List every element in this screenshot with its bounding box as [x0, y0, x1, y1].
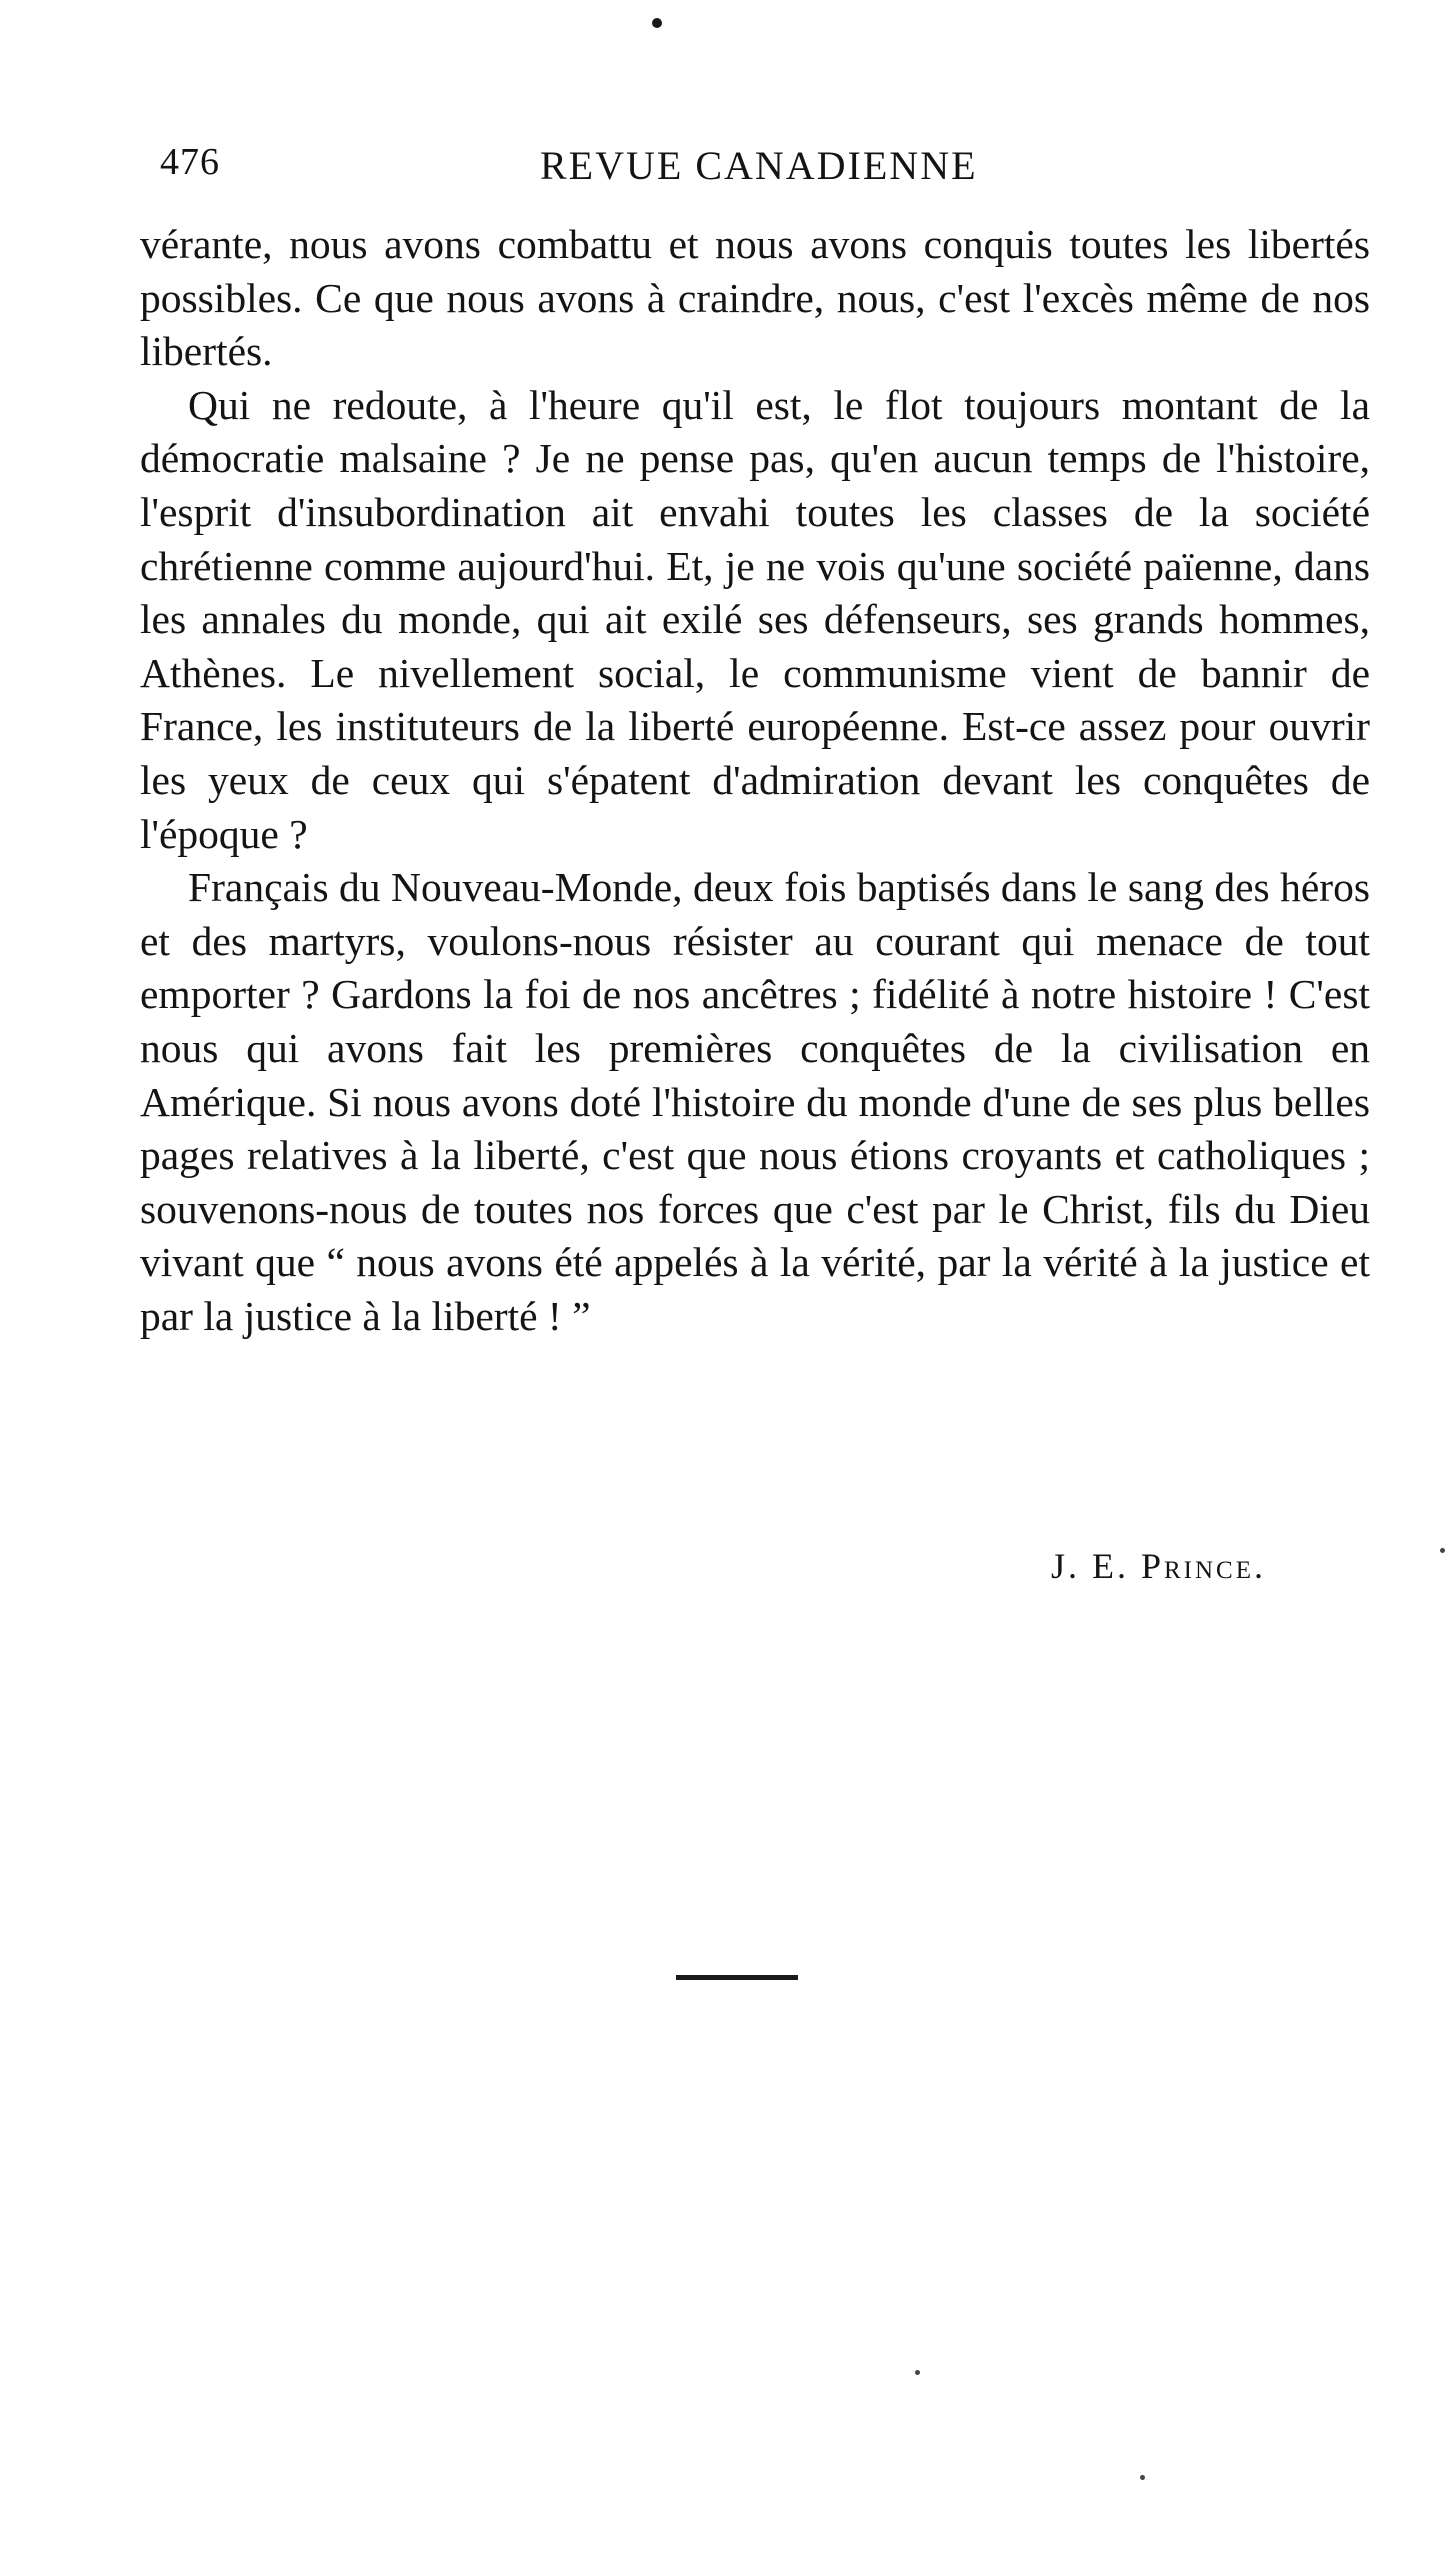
page-number: 476 [160, 141, 220, 183]
section-end-rule [676, 1975, 798, 1980]
paragraph-1: vérante, nous avons combattu et nous avons conquis toutes les libertés possibles. Ce que nous avons à craindre, nous, c'est l'excès même de nos libertés. [140, 221, 1370, 375]
running-title: REVUE CANADIENNE [540, 143, 978, 188]
author-signature: J. E. Prince. [1050, 1546, 1266, 1586]
print-speck [1140, 2475, 1145, 2480]
article-body [140, 218, 1370, 1343]
paragraph-2: Qui ne redoute, à l'heure qu'il est, le flot toujours montant de la démocratie malsaine ? Je ne pense pas, qu'en aucun temps de l'histoire, l'esprit d'insubordination ait envahi toutes les classes de la société chrétienne comme aujourd'hui. Et, je ne vois qu'une société païenne, dans les annales du monde, qui ait exilé ses défenseurs, ses grands hommes, Athènes. Le nivellement social, le communisme vient de bannir de France, les instituteurs de la liberté européenne. Est-ce assez pour ouvrir les yeux de ceux qui s'épatent d'admiration devant les conquêtes de l'époque ? [140, 381, 1370, 857]
paragraph-3: Français du Nouveau-Monde, deux fois baptisés dans le sang des héros et des martyrs, voulons-nous résister au courant qui menace de tout emporter ? Gardons la foi de nos ancêtres ; fidélité à notre histoire ! C'est nous qui avons fait les premières conquêtes de la civilisation en Amérique. Si nous avons doté l'histoire du monde d'une de ses plus belles pages relatives à la liberté, c'est que nous étions croyants et catholiques ; souvenons-nous de toutes nos forces que c'est par le Christ, fils du Dieu vivant que “ nous avons été appelés à la vérité, par la vérité à la justice et par la justice à la liberté ! ” [140, 864, 1370, 1339]
print-mark [652, 18, 662, 28]
print-speck [915, 2370, 920, 2375]
print-speck [1440, 1548, 1445, 1553]
page-header [160, 140, 1380, 200]
